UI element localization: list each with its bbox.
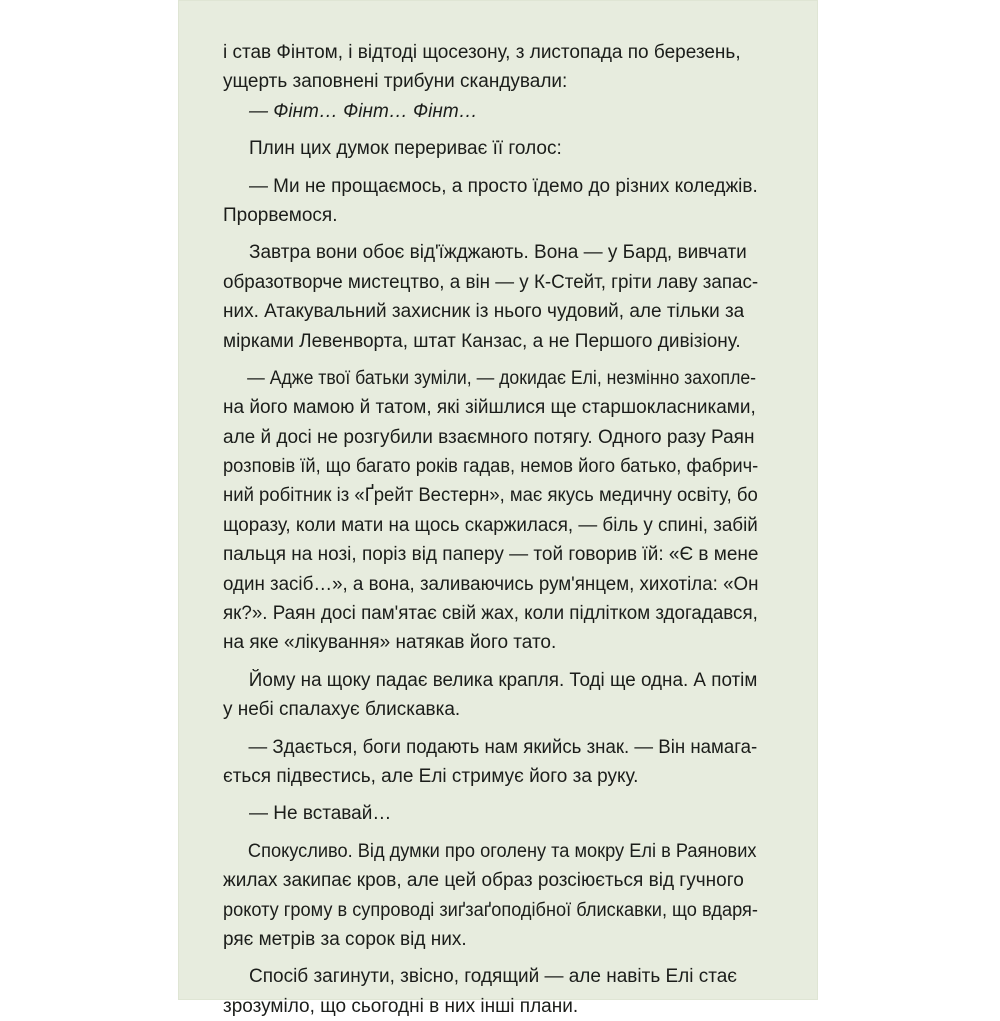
text-line: щоразу, коли мати на щось скаржилася, — біль у спині, забій: [223, 514, 758, 536]
text-line: розповів їй, що багато років гадав, немов його батько, фабрич-: [223, 456, 759, 478]
text-line: образотворче мистецтво, а він — у К-Стейт, гріти лаву запас-: [223, 271, 759, 293]
text-line: на яке «лікування» натякав його тато.: [223, 632, 557, 654]
text-line: у небі спалахує блискавка.: [223, 699, 461, 721]
text-line: — Не вставай…: [249, 803, 392, 825]
text-line: ряє метрів за сорок від них.: [223, 928, 467, 950]
text-line: ущерть заповнені трибуни скандували:: [223, 71, 568, 93]
text-line: Спокусливо. Від думки про оголену та мокру Елі в Раянових: [247, 840, 757, 862]
text-line: мірками Левенворта, штат Канзас, а не Першого дивізіону.: [223, 330, 741, 352]
text-line: Прорвемося.: [223, 204, 338, 226]
text-line: жилах закипає кров, але цей образ розсіюється від гучного: [223, 870, 744, 892]
text-line: ється підвестись, але Елі стримує його за руку.: [223, 765, 639, 787]
text-line: Плин цих думок перериває її голос:: [249, 138, 562, 160]
book-page: [178, 0, 818, 1017]
text-line: ний робітник із «Ґрейт Вестерн», має якусь медичну освіту, бо: [223, 485, 758, 507]
text-line: — Адже твої батьки зуміли, — докидає Елі, незмінно захопле-: [247, 367, 757, 389]
text-line: зрозуміло, що сьогодні в них інші плани.: [223, 995, 579, 1017]
text-line: як?». Раян досі пам'ятає свій жах, коли підлітком здогадався,: [223, 603, 758, 625]
text-line: пальця на нозі, поріз від паперу — той говорив їй: «Є в мене: [223, 544, 759, 566]
text-line: і став Фінтом, і відтоді щосезону, з листопада по березень,: [223, 42, 741, 63]
text-line: — Фінт… Фінт… Фінт…: [249, 100, 478, 122]
text-line: Спосіб загинути, звісно, годящий — але навіть Елі стає: [249, 966, 738, 988]
text-line: — Здається, боги подають нам якийсь знак. — Він намага-: [248, 736, 758, 758]
text-line: на його мамою й татом, які зійшлися ще старшокласниками,: [223, 397, 756, 419]
page-text: [223, 38, 758, 1021]
text-line: рокоту грому в супроводі зиґзаґоподібної блискавки, що вдаря-: [223, 899, 758, 921]
text-line: один засіб…», а вона, заливаючись рум'янцем, хихотіла: «Он: [223, 573, 759, 595]
text-line: але й досі не розгубили взаємного потягу. Одного разу Раян: [223, 426, 755, 448]
text-line: Йому на щоку падає велика крапля. Тоді ще одна. А потім: [248, 669, 758, 691]
text-line: них. Атакувальний захисник із нього чудовий, але тільки за: [223, 301, 745, 323]
text-line: — Ми не прощаємось, а просто їдемо до різних коледжів.: [248, 175, 758, 197]
text-line: Завтра вони обоє від'їжджають. Вона — у Бард, вивчати: [249, 242, 747, 264]
